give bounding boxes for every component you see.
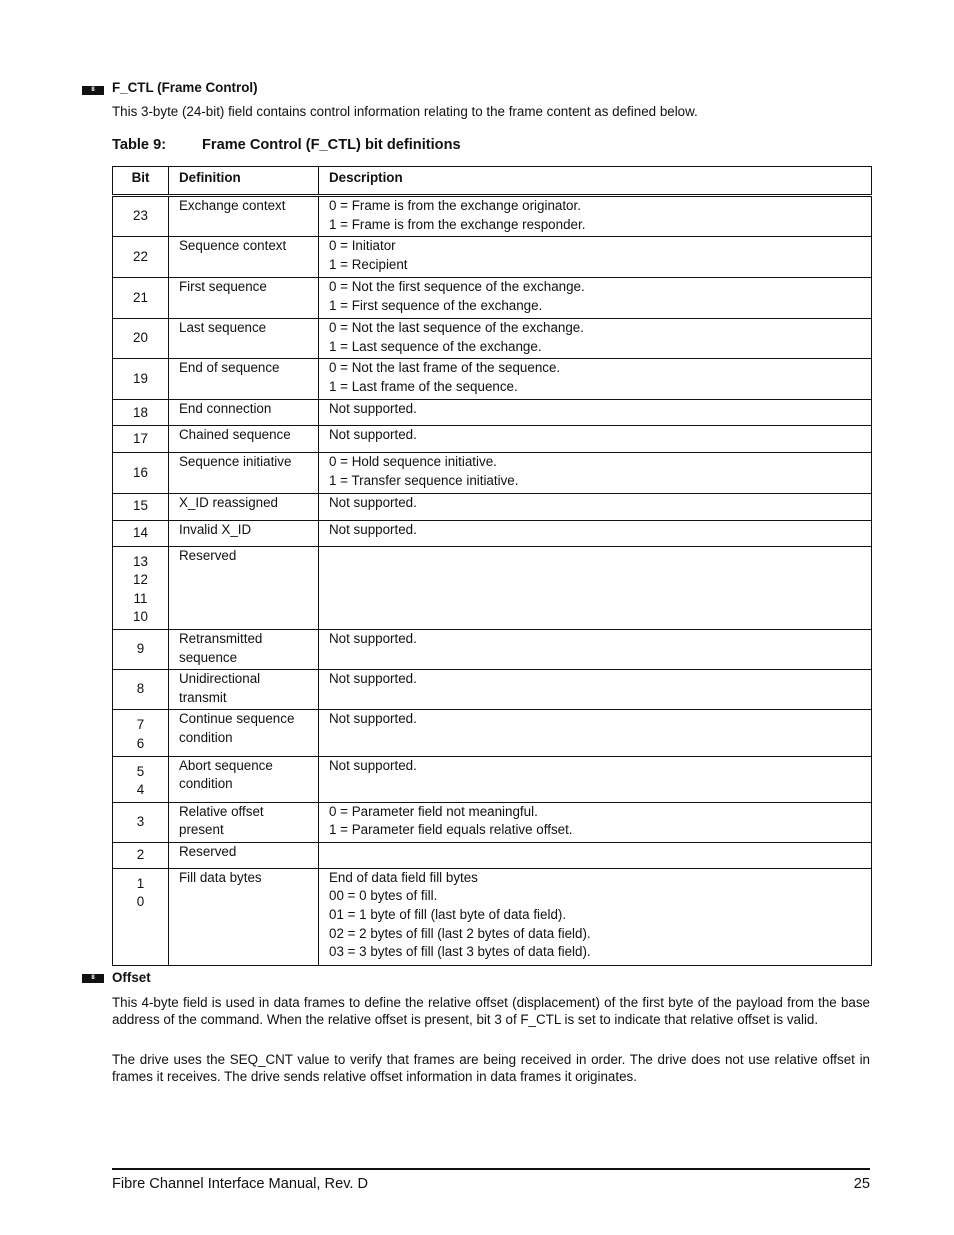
table-row <box>113 493 872 520</box>
table-row <box>113 756 872 802</box>
section-marker-offset: 8 <box>82 974 104 983</box>
table-caption <box>112 136 461 154</box>
bit-value: 14 <box>133 524 148 540</box>
description-cell <box>319 842 872 868</box>
bit-value: 7 <box>136 717 145 733</box>
description-line: Not supported. <box>329 711 417 727</box>
table-row <box>113 359 872 400</box>
section-marker-fctl: 8 <box>82 86 104 95</box>
bit-cell <box>113 802 169 842</box>
bit-cell <box>113 756 169 802</box>
table-row <box>113 629 872 669</box>
footer-manual-title: Fibre Channel Interface Manual, Rev. D <box>112 1176 369 1192</box>
bit-cell <box>113 670 169 710</box>
bit-value: 16 <box>133 464 148 480</box>
bit-cell <box>113 546 169 629</box>
description-line: Not supported. <box>329 401 417 417</box>
bit-cell <box>113 842 169 868</box>
definition-cell <box>169 670 319 710</box>
bit-value: 12 <box>133 572 148 588</box>
bit-value: 11 <box>133 590 148 606</box>
description-cell <box>319 319 872 359</box>
bit-value: 13 <box>133 553 148 569</box>
definition-cell <box>169 493 319 520</box>
description-cell <box>319 453 872 493</box>
definition-text: End of sequence <box>179 360 280 376</box>
bit-value: 9 <box>136 641 145 657</box>
description-line: Not supported. <box>329 494 417 510</box>
description-line: 00 = 0 bytes of fill. <box>329 888 438 904</box>
section-heading-offset: Offset <box>112 970 151 985</box>
definition-cell <box>169 629 319 669</box>
description-line: 1 = Frame is from the exchange responder. <box>329 216 586 232</box>
fctl-intro-paragraph: This 3-byte (24-bit) field contains control information relating to the frame content as defined below. <box>112 104 698 119</box>
description-cell <box>319 359 872 400</box>
definition-text: Sequence initiative <box>179 454 292 470</box>
column-header-definition: Definition <box>169 167 319 196</box>
description-cell <box>319 196 872 237</box>
bit-cell <box>113 453 169 493</box>
table-row <box>113 426 872 453</box>
bit-cell <box>113 426 169 453</box>
table-row <box>113 868 872 965</box>
definition-cell <box>169 426 319 453</box>
bit-cell <box>113 868 169 965</box>
description-line: 0 = Parameter field not meaningful. <box>329 803 538 819</box>
definition-cell <box>169 237 319 278</box>
description-line: Not supported. <box>329 427 417 443</box>
definition-cell <box>169 319 319 359</box>
description-line: Not supported. <box>329 671 417 687</box>
description-cell <box>319 237 872 278</box>
definition-cell <box>169 842 319 868</box>
table-row <box>113 196 872 237</box>
definition-cell <box>169 756 319 802</box>
bit-value: 23 <box>133 208 148 224</box>
table-caption-title: Frame Control (F_CTL) bit definitions <box>202 137 461 153</box>
description-line: 1 = Last sequence of the exchange. <box>329 338 542 354</box>
definition-text: Sequence context <box>179 238 287 254</box>
description-cell <box>319 426 872 453</box>
description-cell <box>319 629 872 669</box>
description-cell <box>319 493 872 520</box>
table-row <box>113 520 872 546</box>
bit-value: 20 <box>133 330 148 346</box>
description-line: 1 = Transfer sequence initiative. <box>329 472 519 488</box>
definition-cell <box>169 278 319 319</box>
definition-cell <box>169 546 319 629</box>
description-line: End of data field fill bytes <box>329 869 478 885</box>
bit-cell <box>113 400 169 426</box>
bit-cell <box>113 359 169 400</box>
description-line: 0 = Not the last frame of the sequence. <box>329 360 561 376</box>
definition-text: Exchange context <box>179 198 286 213</box>
definition-text: sequence <box>179 649 238 665</box>
definition-text: End connection <box>179 401 272 417</box>
definition-text: transmit <box>179 689 227 705</box>
bit-value: 10 <box>133 609 148 625</box>
definition-cell <box>169 453 319 493</box>
description-line: Not supported. <box>329 521 417 537</box>
description-cell <box>319 802 872 842</box>
description-line: 0 = Initiator <box>329 238 396 254</box>
definition-text: X_ID reassigned <box>179 494 278 510</box>
definition-text: Fill data bytes <box>179 869 262 885</box>
bit-value: 18 <box>133 404 148 420</box>
description-line: 0 = Hold sequence initiative. <box>329 454 497 470</box>
definition-text: Chained sequence <box>179 427 291 443</box>
table-row <box>113 453 872 493</box>
definition-text: Continue sequence <box>179 711 295 727</box>
description-cell <box>319 670 872 710</box>
column-header-description: Description <box>319 167 872 196</box>
bit-value: 6 <box>136 735 145 751</box>
definition-text: Invalid X_ID <box>179 521 252 537</box>
bit-cell <box>113 237 169 278</box>
definition-text: First sequence <box>179 279 267 295</box>
column-header-bit: Bit <box>113 167 169 196</box>
section-heading-fctl: F_CTL (Frame Control) <box>112 80 258 95</box>
table-row <box>113 802 872 842</box>
bit-cell <box>113 493 169 520</box>
bit-cell <box>113 319 169 359</box>
definition-text: Abort sequence <box>179 757 273 773</box>
definition-text: condition <box>179 776 233 792</box>
bit-value: 15 <box>133 498 148 514</box>
description-cell <box>319 546 872 629</box>
definition-text: condition <box>179 729 233 745</box>
description-cell <box>319 756 872 802</box>
definition-cell <box>169 868 319 965</box>
table-body <box>113 196 872 966</box>
table-row <box>113 319 872 359</box>
bit-value: 19 <box>133 371 148 387</box>
description-line: Not supported. <box>329 757 417 773</box>
bit-value: 3 <box>136 813 145 829</box>
bit-cell <box>113 710 169 756</box>
table-row <box>113 670 872 710</box>
table-row <box>113 237 872 278</box>
description-line: 0 = Not the first sequence of the exchange. <box>329 279 585 295</box>
description-cell <box>319 400 872 426</box>
definition-cell <box>169 520 319 546</box>
bit-value: 0 <box>136 894 145 910</box>
description-line: 0 = Not the last sequence of the exchange. <box>329 320 584 336</box>
definition-text: present <box>179 822 224 838</box>
definition-text: Unidirectional <box>179 671 261 687</box>
definition-text: Relative offset <box>179 803 264 819</box>
description-line: 0 = Frame is from the exchange originator. <box>329 198 581 213</box>
table-row <box>113 400 872 426</box>
table-row <box>113 710 872 756</box>
definition-text: Reserved <box>179 843 237 859</box>
table-row <box>113 546 872 629</box>
definition-text: Reserved <box>179 547 237 563</box>
bit-value: 4 <box>136 782 145 798</box>
bit-cell <box>113 278 169 319</box>
bit-value: 22 <box>133 248 148 264</box>
definition-text: Retransmitted <box>179 630 263 646</box>
description-line: Not supported. <box>329 630 417 646</box>
definition-cell <box>169 196 319 237</box>
bit-cell <box>113 629 169 669</box>
table-header-row <box>113 167 872 196</box>
description-cell <box>319 868 872 965</box>
description-cell <box>319 710 872 756</box>
description-line: 1 = Last frame of the sequence. <box>329 378 518 394</box>
description-line: 02 = 2 bytes of fill (last 2 bytes of data field). <box>329 925 591 941</box>
description-line: 01 = 1 byte of fill (last byte of data field). <box>329 907 567 923</box>
description-line: 1 = First sequence of the exchange. <box>329 297 543 313</box>
bit-value: 5 <box>136 763 145 779</box>
bit-value: 8 <box>136 681 145 697</box>
description-line: 1 = Recipient <box>329 256 408 272</box>
footer-page-number: 25 <box>853 1176 870 1192</box>
definition-text: Last sequence <box>179 320 267 336</box>
bit-cell <box>113 520 169 546</box>
bit-value: 21 <box>133 289 148 305</box>
description-cell <box>319 520 872 546</box>
offset-paragraph-1: This 4-byte field is used in data frames to define the relative offset (displacement) of the first byte of the payload from the base address of the command. When the relative offset is present, bit 3 of F_CTL is set to indicate that relative offset is valid. <box>112 995 870 1027</box>
bit-value: 17 <box>133 431 148 447</box>
description-cell <box>319 278 872 319</box>
footer-divider <box>112 1168 870 1170</box>
table-row <box>113 842 872 868</box>
table-row <box>113 278 872 319</box>
bit-cell <box>113 196 169 237</box>
offset-paragraph-2: The drive uses the SEQ_CNT value to verify that frames are being received in order. The drive does not use relative offset in frames it receives. The drive sends relative offset information in data frames it originates. <box>112 1052 870 1084</box>
table-caption-number: Table 9: <box>112 137 167 153</box>
definition-cell <box>169 710 319 756</box>
definition-cell <box>169 359 319 400</box>
definition-cell <box>169 400 319 426</box>
fctl-bit-definitions-table <box>112 166 872 966</box>
bit-value: 1 <box>136 875 145 891</box>
description-line: 1 = Parameter field equals relative offset. <box>329 822 573 838</box>
definition-cell <box>169 802 319 842</box>
description-line: 03 = 3 bytes of fill (last 3 bytes of data field). <box>329 944 591 960</box>
bit-value: 2 <box>136 847 145 863</box>
